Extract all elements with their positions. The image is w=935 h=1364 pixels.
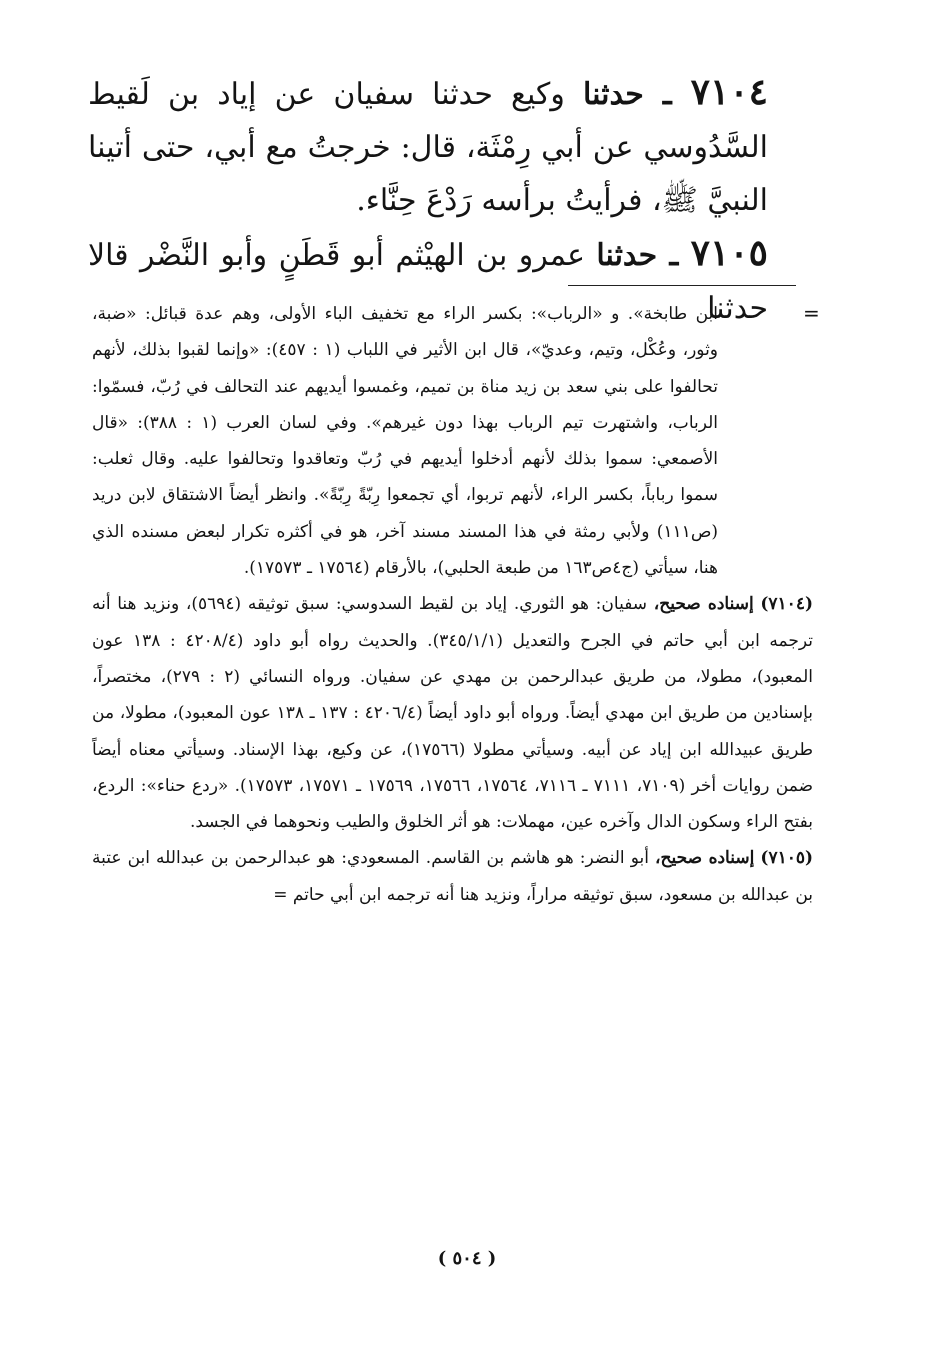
hadith-lead-word: حدثنا xyxy=(596,238,658,273)
hadith-lead-word: حدثنا xyxy=(582,77,644,112)
hadith-text: عمرو بن الهيْثم أبو قَطَنٍ وأبو النَّضْر قالا حدثنا xyxy=(88,238,768,326)
footnotes xyxy=(92,296,814,913)
footnote-number: (٧١٠٤) xyxy=(760,594,813,615)
hadith-dash: ـ xyxy=(657,238,691,273)
hadith-dash: ـ xyxy=(643,77,691,112)
footnote-7105 xyxy=(92,840,813,913)
hadith-number: ٧١٠٥ xyxy=(690,232,768,274)
footnote-continues-mark: = xyxy=(273,884,293,905)
footnote-text: سفيان: هو الثوري. إياد بن لقيط السدوسي: سبق توثيقه (٥٦٩٤)، ونزيد هنا أنه ترجمه ابن أبي حاتم في الجرح والتعديل (٣٤٥/١/١). والحديث رواه أبو داود (٤٢٠٨/٤ : ١٣٨ عون المعبود)، مطولا، من طريق عبدالرحمن بن مهدي عن سفيان. ورواه النسائي (٢ : ٢٧٩)، مختصراً، بإسنادين من طريق ابن مهدي أيضاً. ورواه أبو داود أيضاً (٤٢٠٦/٤ : ١٣٧ ـ ١٣٨ عون المعبود)، مطولا، من طريق عبيدالله ابن إياد عن أبيه. وسيأتي مطولا (١٧٥٦٦)، عن وكيع، بهذا الإسناد. وسيأتي معناه أيضاً ضمن روايات أخر (٧١٠٩، ٧١١١ ـ ٧١١٦، ١٧٥٦٤، ١٧٥٦٦، ١٧٥٦٩ ـ ١٧٥٧١، ١٧٥٧٣). «ردع حناء»: الردع، بفتح الراء وسكون الدال وآخره عين، مهملات: هو أثر الخلوق والطيب ونحوهما في الجسد. xyxy=(92,594,813,833)
footnote-divider xyxy=(568,285,796,286)
footnote-lead: إسناده صحيح، xyxy=(653,594,754,615)
footnote-number: (٧١٠٥) xyxy=(760,848,814,869)
hadith-7104 xyxy=(88,66,768,227)
hadith-text: وكيع حدثنا سفيان عن إياد بن لَقيط السَّدُوسي عن أبي رِمْثَة، قال: خرجتُ مع أبي، حتى أتينا النبيَّ ﷺ، فرأيتُ برأسه رَدْعَ حِنَّاء. xyxy=(88,77,768,218)
hadith-number: ٧١٠٤ xyxy=(690,71,768,113)
footnote-text: أبو النضر: هو هاشم بن القاسم. المسعودي: هو عبدالرحمن بن عبدالله ابن عتبة بن عبدالله بن مسعود، سبق توثيقه مراراً، ونزيد هنا أنه ترجمه ابن أبي حاتم xyxy=(92,848,813,905)
footnote-continuation: ابن طابخة». و «الرباب»: بكسر الراء مع تخفيف الباء الأولى، وهم عدة قبائل: «ضبة، وثور، وعُكْل، وتيم، وعديّ»، قال ابن الأثير في اللباب (١ : ٤٥٧): «وإنما لقبوا بذلك، لأنهم تحالفوا على بني سعد بن زيد مناة بن تميم، وغمسوا أيديهم عند التحالف في رُبّ، فسمّوا: الرباب، واشتهرت تيم الرباب بهذا دون غيرهم». وفي لسان العرب (١ : ٣٨٨): «قال الأصمعي: سموا بذلك لأنهم أدخلوا أيديهم في رُبّ وتعاقدوا وتحالفوا عليه. وقال ثعلب: سموا رباباً، بكسر الراء، لأنهم تربوا، أي تجمعوا رِبّةً رِبّةً». وانظر أيضاً الاشتقاق لابن دريد (ص١١١) ولأبي رمثة في هذا المسند مسند آخر، هو في أكثره تكرار لبعض مسنده الذي هنا، سيأتي (ج٤ص١٦٣ من طبعة الحلبي)، بالأرقام (١٧٥٦٤ ـ ١٧٥٧٣). xyxy=(92,304,719,579)
footnote-7104 xyxy=(92,586,813,840)
main-text xyxy=(88,66,768,335)
footnote-lead: إسناده صحيح، xyxy=(655,848,755,869)
page-number: ( ٥٠٤ ) xyxy=(437,1248,497,1269)
footnote-continuation-marker: = xyxy=(803,301,820,325)
